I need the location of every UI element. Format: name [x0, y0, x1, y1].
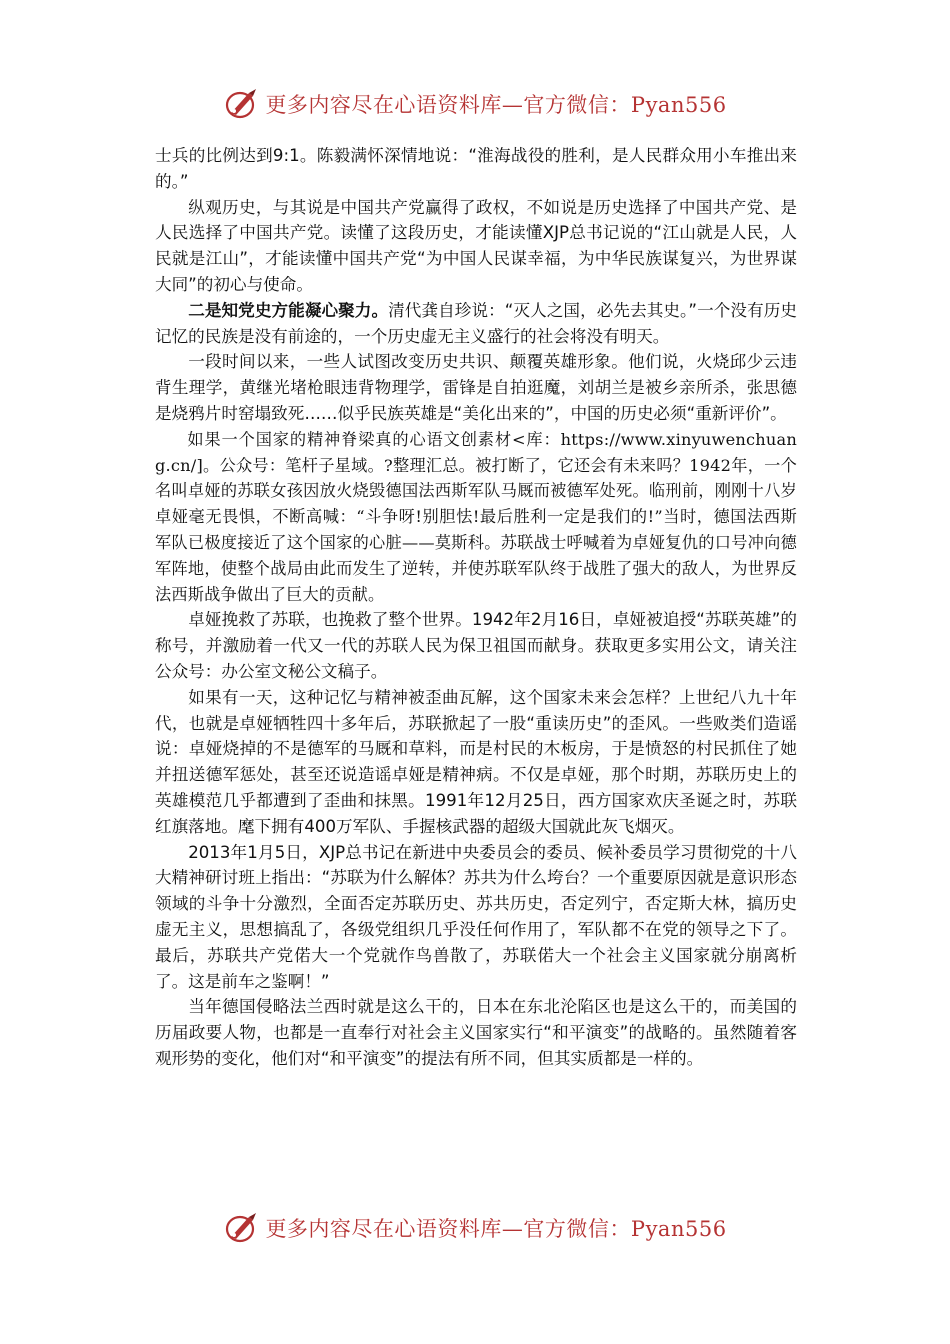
paragraph-4: 一段时间以来，一些人试图改变历史共识、颠覆英雄形象。他们说，火烧邱少云违背生理学，黄继光堵枪眼违背物理学，雷锋是自拍逛魔，刘胡兰是被乡亲所杀，张思德是烧鸦片时窑塌致死……似乎民族英雄是“美化出来的”，中国的历史必须“重新评价”。	[155, 352, 797, 423]
pen-nib-circle-logo-icon	[223, 86, 261, 122]
paragraph-1: 士兵的比例达到9:1。陈毅满怀深情地说：“淮海战役的胜利，是人民群众用小车推出来的。”	[155, 146, 797, 191]
section-heading: 二是知党史方能凝心聚力。	[188, 300, 389, 320]
paragraph-2: 纵观历史，与其说是中国共产党赢得了政权，不如说是历史选择了中国共产党、是人民选择了中国共产党。读懂了这段历史，才能读懂XJP总书记说的“江山就是人民，人民就是江山”，才能读懂中国共产党“为中国人民谋幸福，为中华民族谋复兴，为世界谋大同”的初心与使命。	[155, 197, 797, 294]
paragraph-5: 如果一个国家的精神脊梁真的心语文创素材<库：https://www.xinyuwenchuang.cn/]。公众号：笔杆子星域。?整理汇总。被打断了，它还会有未来吗？1942年，一个名叫卓娅的苏联女孩因放火烧毁德国法西斯军队马厩而被德军处死。临刑前，刚刚十八岁卓娅毫无畏惧，不断高喊：“斗争呀!别胆怯!最后胜利一定是我们的!”当时，德国法西斯军队已极度接近了这个国家的心脏——莫斯科。苏联战士呼喊着为卓娅复仇的口号冲向德军阵地，使整个战局由此而发生了逆转，并使苏联军队终于战胜了强大的敌人，为世界反法西斯战争做出了巨大的贡献。	[155, 429, 797, 604]
pen-nib-circle-logo-icon	[223, 1210, 261, 1246]
footer-banner-text: 更多内容尽在心语资料库—官方微信：Pyan556	[265, 1217, 727, 1241]
footer-banner	[0, 1208, 950, 1248]
paragraph-6: 卓娅挽救了苏联，也挽救了整个世界。1942年2月16日，卓娅被追授“苏联英雄”的称号，并激励着一代又一代的苏联人民为保卫祖国而献身。获取更多实用公文，请关注公众号：办公室文秘公文稿子。	[155, 610, 797, 681]
paragraph-3	[155, 298, 797, 350]
paragraph-9: 当年德国侵略法兰西时就是这么干的，日本在东北沦陷区也是这么干的，而美国的历届政要人物，也都是一直奉行对社会主义国家实行“和平演变”的战略的。虽然随着客观形势的变化，他们对“和平演变”的提法有所不同，但其实质都是一样的。	[155, 997, 797, 1068]
article-body	[155, 143, 797, 1072]
paragraph-8: 2013年1月5日，XJP总书记在新进中央委员会的委员、候补委员学习贯彻党的十八大精神研讨班上指出：“苏联为什么解体？苏共为什么垮台？一个重要原因就是意识形态领域的斗争十分激烈，全面否定苏联历史、苏共历史，否定列宁，否定斯大林，搞历史虚无主义，思想搞乱了，各级党组织几乎没任何作用了，军队都不在党的领导之下了。最后，苏联共产党偌大一个党就作鸟兽散了，苏联偌大一个社会主义国家就分崩离析了。这是前车之鉴啊！”	[155, 842, 797, 991]
paragraph-3-text: 清代龚自珍说：“灭人之国，必先去其史。”一个没有历史记忆的民族是没有前途的，一个历史虚无主义盛行的社会将没有明天。	[155, 300, 797, 346]
paragraph-7: 如果有一天，这种记忆与精神被歪曲瓦解，这个国家未来会怎样？上世纪八九十年代，也就是卓娅牺牲四十多年后，苏联掀起了一股“重读历史”的歪风。一些败类们造谣说：卓娅烧掉的不是德军的马厩和草料，而是村民的木板房，于是愤怒的村民抓住了她并扭送德军惩处，甚至还说造谣卓娅是精神病。不仅是卓娅，那个时期，苏联历史上的英雄模范几乎都遭到了歪曲和抹黑。1991年12月25日，西方国家欢庆圣诞之时，苏联红旗落地。麾下拥有400万军队、手握核武器的超级大国就此灰飞烟灭。	[155, 687, 797, 836]
header-banner	[0, 84, 950, 124]
header-banner-text: 更多内容尽在心语资料库—官方微信：Pyan556	[265, 93, 727, 117]
